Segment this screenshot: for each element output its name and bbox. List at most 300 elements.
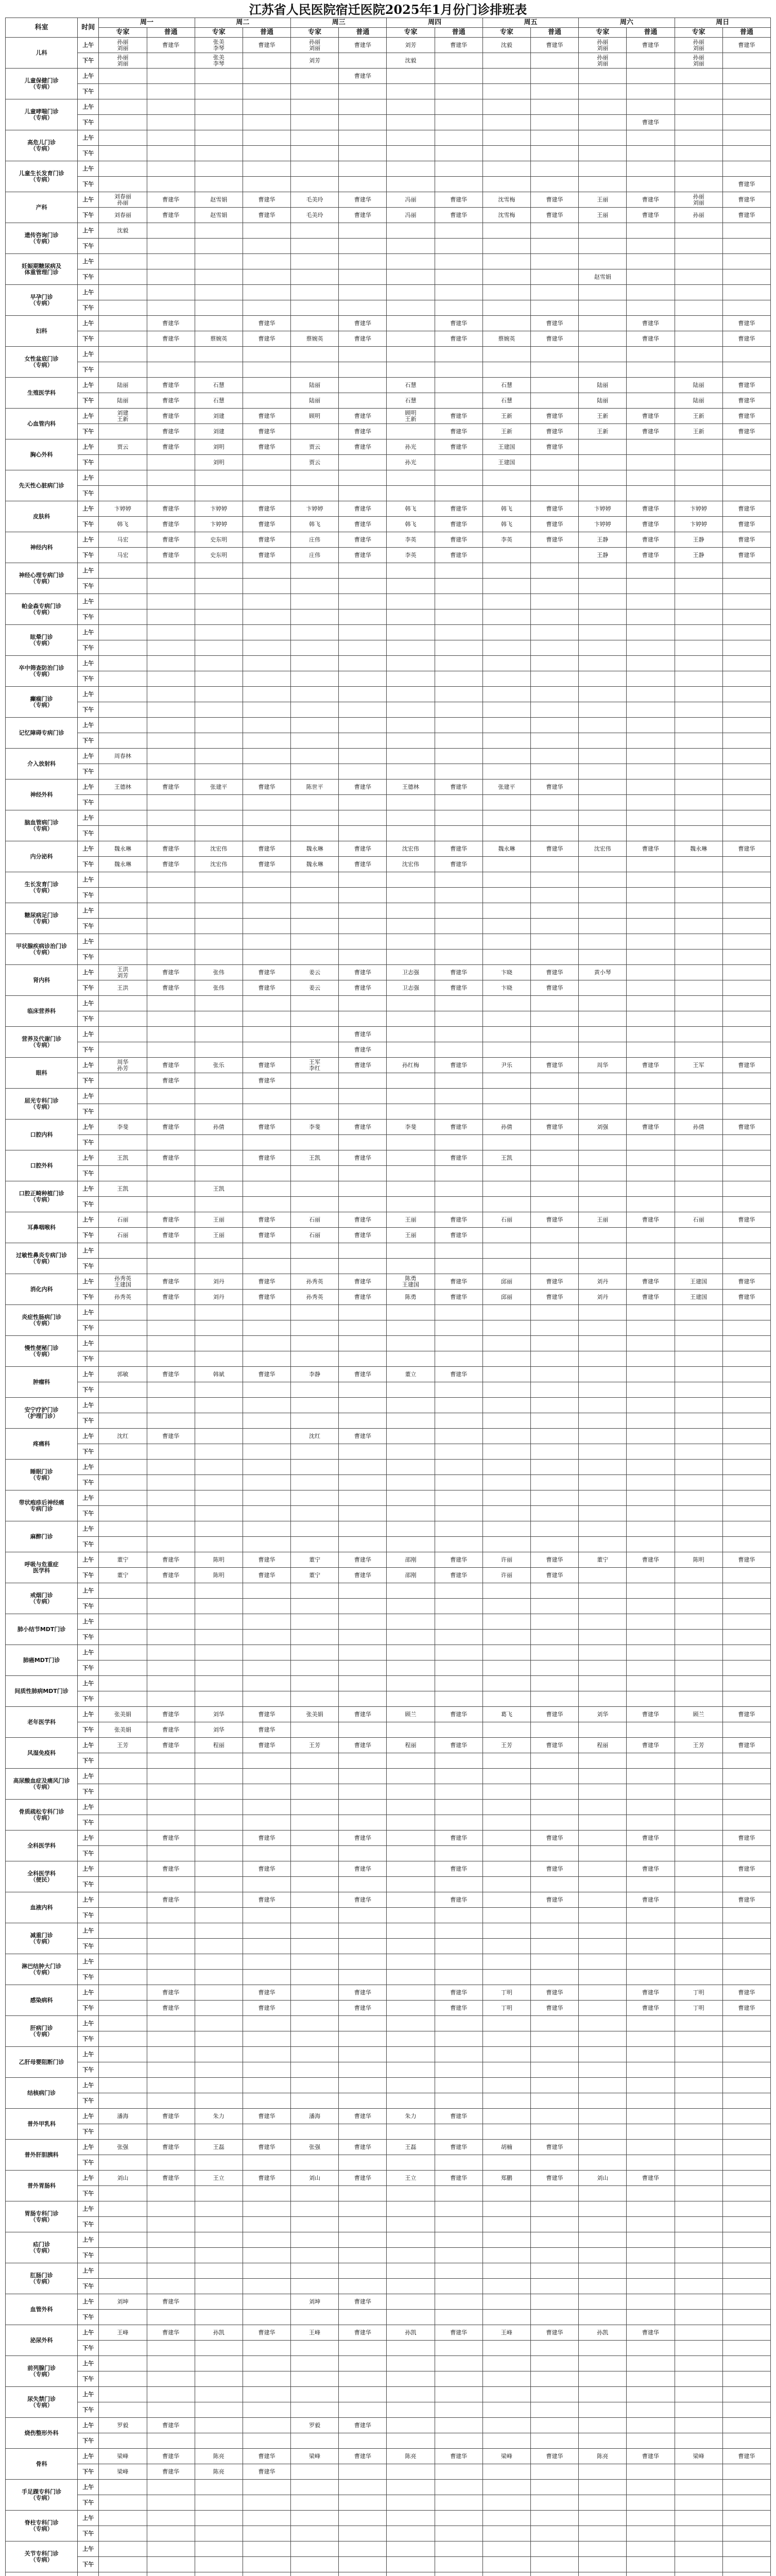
general-cell: [147, 2433, 195, 2449]
general-cell: [435, 579, 482, 594]
general-cell: [435, 1382, 482, 1398]
general-cell: [147, 2248, 195, 2263]
general-cell: [243, 2279, 290, 2294]
general-cell: [722, 1104, 770, 1120]
expert-cell: [675, 1259, 722, 1274]
general-cell: [722, 1939, 770, 1954]
expert-cell: 王凯: [482, 1150, 530, 1166]
general-cell: [722, 2062, 770, 2078]
expert-cell: [195, 1490, 243, 1506]
general-cell: [722, 2294, 770, 2310]
table-row: [6, 2511, 771, 2526]
table-row: [6, 1305, 771, 1320]
expert-cell: [291, 1970, 339, 1985]
general-cell: [339, 656, 387, 671]
expert-cell: 孙倩: [675, 1120, 722, 1135]
general-cell: [339, 378, 387, 393]
general-cell: [627, 702, 675, 718]
time-slot: 上午: [78, 718, 99, 733]
general-cell: [243, 239, 290, 254]
general-cell: [530, 2232, 578, 2248]
expert-cell: [99, 1892, 147, 1908]
general-cell: 曹建华: [627, 2171, 675, 2186]
expert-cell: [579, 2557, 627, 2572]
general-cell: 曹建华: [435, 1274, 482, 1290]
expert-cell: [195, 718, 243, 733]
time-slot: 上午: [78, 1583, 99, 1599]
expert-cell: [482, 2480, 530, 2495]
general-cell: [722, 1089, 770, 1104]
expert-cell: 王新: [482, 424, 530, 439]
expert-cell: 刘明: [195, 439, 243, 455]
general-cell: [435, 888, 482, 903]
general-cell: [627, 2155, 675, 2171]
expert-cell: [482, 1846, 530, 1861]
expert-cell: 张伟: [195, 980, 243, 996]
dept-name: 女性盆底门诊 （专病）: [6, 347, 78, 378]
general-cell: [339, 625, 387, 640]
general-cell: [243, 2232, 290, 2248]
general-cell: [530, 2557, 578, 2572]
general-cell: [147, 1398, 195, 1413]
general-cell: 曹建华: [147, 1150, 195, 1166]
expert-cell: 马宏: [99, 532, 147, 548]
expert-cell: [195, 687, 243, 702]
general-cell: [435, 1753, 482, 1769]
general-cell: 曹建华: [339, 1150, 387, 1166]
general-cell: [627, 2279, 675, 2294]
expert-cell: 郭敏: [99, 1367, 147, 1382]
expert-cell: 王静: [579, 548, 627, 563]
expert-cell: [675, 1846, 722, 1861]
time-slot: 下午: [78, 239, 99, 254]
general-cell: [339, 563, 387, 579]
table-row: [6, 177, 771, 192]
expert-cell: [291, 130, 339, 146]
general-cell: 曹建华: [339, 1228, 387, 1243]
general-cell: 曹建华: [147, 2464, 195, 2480]
expert-cell: [675, 1908, 722, 1923]
expert-cell: [99, 2341, 147, 2356]
general-cell: [243, 1630, 290, 1645]
expert-cell: [291, 1599, 339, 1614]
expert-cell: [482, 1831, 530, 1846]
general-cell: [243, 1923, 290, 1939]
expert-cell: [291, 795, 339, 810]
general-cell: [435, 903, 482, 919]
time-slot: 下午: [78, 1846, 99, 1861]
general-cell: [147, 2356, 195, 2371]
expert-cell: [579, 1846, 627, 1861]
general-cell: [722, 2310, 770, 2325]
general-cell: [722, 1568, 770, 1583]
time-slot: 上午: [78, 69, 99, 84]
table-row: [6, 749, 771, 764]
general-cell: [243, 826, 290, 841]
expert-cell: [482, 888, 530, 903]
general-cell: [339, 671, 387, 687]
general-cell: [339, 640, 387, 656]
general-cell: 曹建华: [530, 841, 578, 857]
expert-cell: [579, 2016, 627, 2031]
general-cell: [243, 130, 290, 146]
general-cell: 曹建华: [339, 857, 387, 872]
general-cell: [339, 1939, 387, 1954]
dept-name: 手足踝专科门诊 （专病）: [6, 2480, 78, 2511]
general-cell: [435, 53, 482, 69]
general-cell: [530, 486, 578, 501]
general-cell: [147, 1691, 195, 1707]
general-cell: [530, 2201, 578, 2217]
time-slot: 下午: [78, 2093, 99, 2109]
general-cell: 曹建华: [243, 2464, 290, 2480]
expert-cell: [482, 1660, 530, 1676]
expert-cell: 王芳: [291, 1738, 339, 1753]
general-cell: [435, 1011, 482, 1027]
expert-cell: 王德林: [99, 779, 147, 795]
expert-cell: 毛美玲: [291, 208, 339, 223]
expert-cell: [387, 2062, 435, 2078]
expert-cell: [195, 2526, 243, 2541]
expert-cell: [195, 1382, 243, 1398]
expert-cell: 顾明: [291, 409, 339, 424]
general-cell: [435, 84, 482, 99]
table-row: [6, 1521, 771, 1537]
expert-cell: [195, 2418, 243, 2433]
expert-cell: 顾兰: [675, 1707, 722, 1722]
expert-cell: [675, 1939, 722, 1954]
general-cell: [530, 764, 578, 779]
expert-cell: 孙丽 刘丽: [99, 53, 147, 69]
general-cell: [627, 130, 675, 146]
expert-cell: [195, 1089, 243, 1104]
expert-cell: 姜云: [291, 980, 339, 996]
general-cell: [722, 2433, 770, 2449]
general-cell: 曹建华: [147, 532, 195, 548]
general-cell: 曹建华: [435, 532, 482, 548]
general-cell: [147, 1259, 195, 1274]
general-cell: 曹建华: [339, 2449, 387, 2464]
expert-cell: 沈毅: [482, 38, 530, 53]
general-cell: [435, 1939, 482, 1954]
expert-cell: [195, 99, 243, 115]
general-cell: [147, 1599, 195, 1614]
time-slot: [78, 2572, 99, 2576]
general-cell: 曹建华: [435, 1367, 482, 1382]
expert-cell: 顾兰: [387, 1707, 435, 1722]
time-slot: 上午: [78, 1305, 99, 1320]
general-cell: [530, 1599, 578, 1614]
expert-cell: [99, 826, 147, 841]
expert-cell: [291, 2402, 339, 2418]
general-cell: [435, 934, 482, 950]
expert-cell: [675, 1753, 722, 1769]
dept-name: 高危儿门诊 （专病）: [6, 130, 78, 161]
general-cell: [147, 579, 195, 594]
expert-cell: [195, 625, 243, 640]
general-cell: [147, 919, 195, 934]
expert-cell: [482, 2341, 530, 2356]
time-slot: 下午: [78, 2433, 99, 2449]
general-cell: 曹建华: [243, 1212, 290, 1228]
general-cell: [627, 254, 675, 269]
general-cell: [243, 1954, 290, 1970]
expert-cell: [579, 177, 627, 192]
expert-cell: [387, 1753, 435, 1769]
expert-cell: [387, 702, 435, 718]
expert-cell: 孙红梅: [387, 1058, 435, 1073]
expert-cell: 王建国: [482, 439, 530, 455]
general-cell: [147, 269, 195, 285]
general-cell: [530, 2294, 578, 2310]
dept-name: 帕金森专病门诊 （专病）: [6, 594, 78, 625]
general-cell: [530, 1660, 578, 1676]
expert-cell: 胡楠: [482, 2140, 530, 2155]
general-cell: [627, 1784, 675, 1800]
general-cell: [243, 764, 290, 779]
time-slot: 下午: [78, 919, 99, 934]
expert-cell: [195, 1908, 243, 1923]
general-cell: [530, 548, 578, 563]
expert-cell: 罗毅: [291, 2418, 339, 2433]
expert-cell: [195, 872, 243, 888]
general-cell: [627, 1150, 675, 1166]
expert-cell: [387, 2464, 435, 2480]
time-slot: 上午: [78, 532, 99, 548]
header-sub: 专家: [99, 28, 147, 38]
general-cell: [722, 486, 770, 501]
table-row: [6, 640, 771, 656]
general-cell: 曹建华: [530, 501, 578, 517]
table-row: [6, 2078, 771, 2093]
general-cell: [339, 1089, 387, 1104]
general-cell: [243, 1877, 290, 1892]
time-slot: 下午: [78, 115, 99, 130]
general-cell: [627, 1305, 675, 1320]
expert-cell: [675, 1166, 722, 1181]
time-slot: 上午: [78, 378, 99, 393]
general-cell: 曹建华: [339, 192, 387, 208]
table-row: [6, 1877, 771, 1892]
general-cell: [530, 393, 578, 409]
general-cell: [243, 1011, 290, 1027]
expert-cell: 马宏: [99, 548, 147, 563]
dept-name: 耳鼻咽喉科: [6, 1212, 78, 1243]
expert-cell: [579, 254, 627, 269]
expert-cell: [675, 733, 722, 749]
expert-cell: [291, 2572, 339, 2576]
expert-cell: [482, 1413, 530, 1429]
expert-cell: [387, 609, 435, 625]
expert-cell: [579, 439, 627, 455]
general-cell: [339, 130, 387, 146]
expert-cell: [291, 146, 339, 161]
general-cell: 曹建华: [339, 2418, 387, 2433]
expert-cell: [675, 764, 722, 779]
general-cell: 曹建华: [147, 2418, 195, 2433]
expert-cell: [675, 2294, 722, 2310]
general-cell: [722, 2572, 770, 2576]
expert-cell: [579, 702, 627, 718]
time-slot: 上午: [78, 2047, 99, 2062]
general-cell: [627, 888, 675, 903]
dept-name: 风湿免疫科: [6, 1738, 78, 1769]
table-row: [6, 2325, 771, 2341]
general-cell: 曹建华: [147, 1073, 195, 1089]
general-cell: [627, 1753, 675, 1769]
expert-cell: [99, 2078, 147, 2093]
expert-cell: [195, 1537, 243, 1552]
expert-cell: [579, 903, 627, 919]
general-cell: [243, 254, 290, 269]
dept-name: 骨科: [6, 2449, 78, 2480]
table-row: [6, 2124, 771, 2140]
general-cell: [339, 2464, 387, 2480]
general-cell: 曹建华: [722, 532, 770, 548]
expert-cell: [195, 2124, 243, 2140]
expert-cell: [482, 2217, 530, 2232]
general-cell: [339, 2124, 387, 2140]
expert-cell: [482, 1630, 530, 1645]
expert-cell: [291, 2371, 339, 2387]
table-row: [6, 2248, 771, 2263]
general-cell: [435, 378, 482, 393]
general-cell: 曹建华: [147, 841, 195, 857]
expert-cell: [482, 470, 530, 486]
general-cell: 曹建华: [243, 2109, 290, 2124]
table-row: [6, 1753, 771, 1769]
expert-cell: [482, 1939, 530, 1954]
general-cell: [530, 84, 578, 99]
general-cell: [530, 1475, 578, 1490]
expert-cell: [482, 177, 530, 192]
general-cell: [147, 1800, 195, 1815]
expert-cell: [579, 2433, 627, 2449]
expert-cell: 沈宏伟: [387, 857, 435, 872]
general-cell: [435, 223, 482, 239]
expert-cell: [387, 2371, 435, 2387]
expert-cell: [291, 2155, 339, 2171]
general-cell: [627, 2031, 675, 2047]
expert-cell: 张美娟: [291, 1707, 339, 1722]
expert-cell: 庄伟: [291, 532, 339, 548]
general-cell: [722, 749, 770, 764]
expert-cell: [291, 702, 339, 718]
general-cell: [530, 2016, 578, 2031]
expert-cell: [387, 950, 435, 965]
expert-cell: 王峰: [482, 2325, 530, 2341]
general-cell: [339, 718, 387, 733]
expert-cell: [291, 1181, 339, 1197]
general-cell: 曹建华: [243, 1831, 290, 1846]
expert-cell: [482, 2557, 530, 2572]
general-cell: [435, 2433, 482, 2449]
general-cell: 曹建华: [243, 2171, 290, 2186]
general-cell: [243, 455, 290, 470]
general-cell: 曹建华: [722, 1738, 770, 1753]
expert-cell: [195, 161, 243, 177]
expert-cell: [387, 1382, 435, 1398]
table-row: [6, 1058, 771, 1073]
general-cell: [530, 625, 578, 640]
expert-cell: 孙丽 刘丽: [675, 38, 722, 53]
general-cell: [722, 1537, 770, 1552]
expert-cell: [195, 1892, 243, 1908]
general-cell: 曹建华: [530, 2171, 578, 2186]
expert-cell: [675, 1135, 722, 1150]
time-slot: 上午: [78, 1274, 99, 1290]
expert-cell: [291, 2062, 339, 2078]
expert-cell: [482, 1753, 530, 1769]
general-cell: [243, 1660, 290, 1676]
general-cell: 曹建华: [147, 2294, 195, 2310]
expert-cell: [99, 1614, 147, 1630]
expert-cell: [99, 671, 147, 687]
expert-cell: [291, 1011, 339, 1027]
general-cell: [627, 1460, 675, 1475]
expert-cell: [291, 1027, 339, 1042]
expert-cell: [482, 950, 530, 965]
general-cell: 曹建华: [627, 501, 675, 517]
general-cell: 曹建华: [627, 2325, 675, 2341]
general-cell: [243, 2480, 290, 2495]
expert-cell: 梁峰: [99, 2449, 147, 2464]
general-cell: 曹建华: [530, 517, 578, 532]
general-cell: [435, 1908, 482, 1923]
header-sub: 专家: [387, 28, 435, 38]
general-cell: [722, 1846, 770, 1861]
expert-cell: [482, 347, 530, 362]
general-cell: [627, 934, 675, 950]
general-cell: [722, 950, 770, 965]
expert-cell: [291, 1042, 339, 1058]
expert-cell: [579, 579, 627, 594]
general-cell: [339, 84, 387, 99]
expert-cell: [482, 996, 530, 1011]
general-cell: 曹建华: [147, 1738, 195, 1753]
expert-cell: [291, 563, 339, 579]
expert-cell: [482, 857, 530, 872]
general-cell: [627, 2047, 675, 2062]
general-cell: 曹建华: [147, 1722, 195, 1738]
general-cell: [722, 2480, 770, 2495]
general-cell: [627, 1413, 675, 1429]
expert-cell: [387, 1537, 435, 1552]
general-cell: [147, 254, 195, 269]
expert-cell: [579, 1985, 627, 2001]
general-cell: [435, 749, 482, 764]
expert-cell: [195, 1259, 243, 1274]
general-cell: [339, 2557, 387, 2572]
general-cell: [243, 1042, 290, 1058]
expert-cell: [99, 1630, 147, 1645]
general-cell: 曹建华: [243, 1861, 290, 1877]
general-cell: [627, 795, 675, 810]
expert-cell: 朱力: [195, 2109, 243, 2124]
expert-cell: [579, 1506, 627, 1521]
expert-cell: [675, 1197, 722, 1212]
expert-cell: [675, 609, 722, 625]
expert-cell: [387, 2047, 435, 2062]
time-slot: 上午: [78, 2078, 99, 2093]
general-cell: 曹建华: [147, 857, 195, 872]
general-cell: [722, 347, 770, 362]
expert-cell: 韩飞: [482, 501, 530, 517]
time-slot: 上午: [78, 2140, 99, 2155]
expert-cell: [482, 733, 530, 749]
expert-cell: 刘丹: [195, 1290, 243, 1305]
general-cell: [435, 2557, 482, 2572]
